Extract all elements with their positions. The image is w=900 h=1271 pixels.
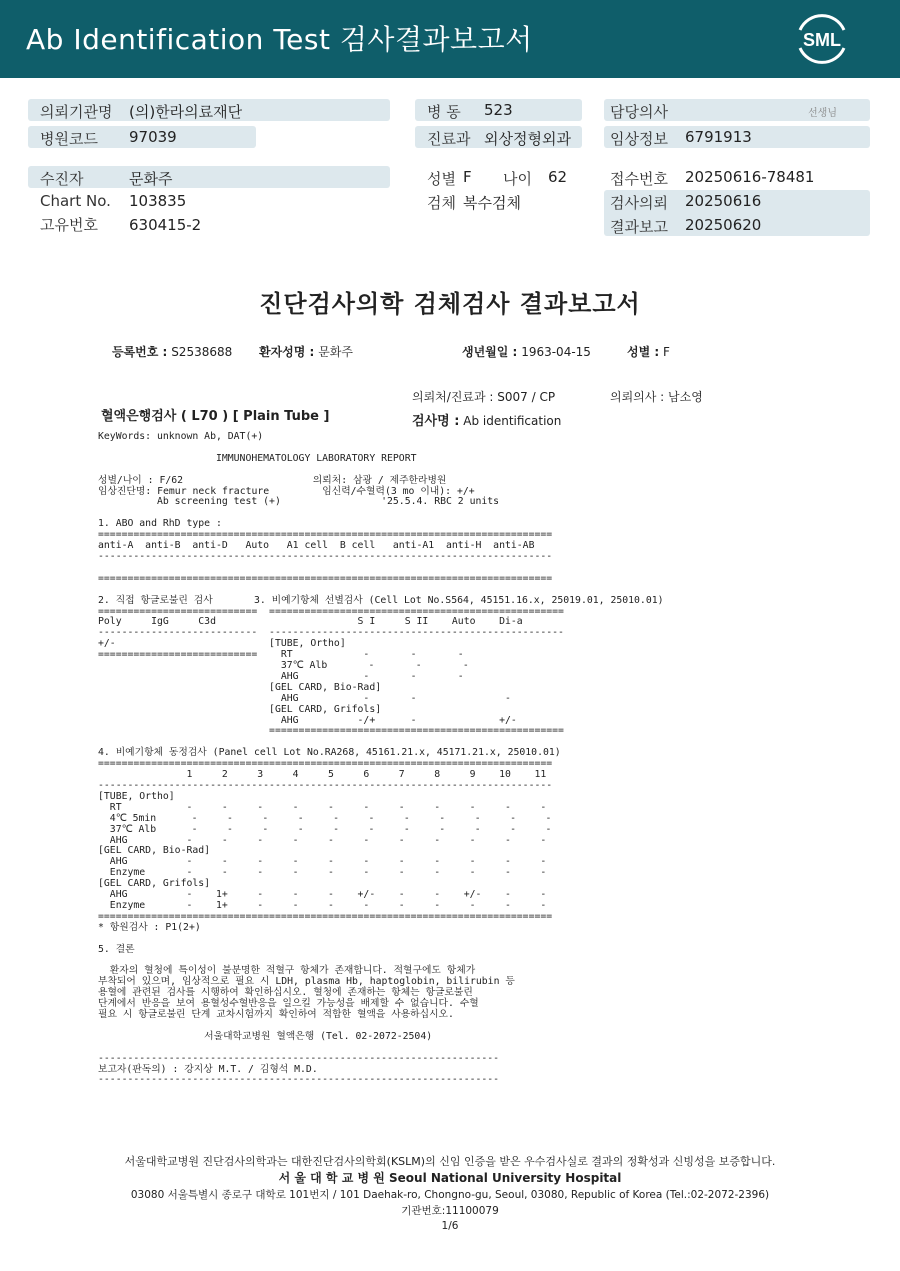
unique-value: 630415-2 bbox=[129, 216, 202, 234]
specimen-value: 복수검체 bbox=[463, 194, 521, 212]
age-label: 나이 bbox=[503, 170, 532, 188]
chart-value: 103835 bbox=[129, 192, 187, 210]
institution-label: 의뢰기관명 bbox=[40, 103, 113, 121]
registration-value: S2538688 bbox=[171, 345, 233, 359]
request-label: 검사의뢰 bbox=[610, 194, 668, 212]
clinical-value: 6791913 bbox=[685, 128, 752, 146]
page-number: 1/6 bbox=[441, 1220, 459, 1232]
ward-label: 병 동 bbox=[427, 103, 461, 121]
patient-value: 문화주 bbox=[129, 170, 173, 188]
document-title: 진단검사의학 검체검사 결과보고서 bbox=[259, 290, 641, 318]
institution-value: (의)한라의료재단 bbox=[129, 103, 243, 121]
receipt-label: 접수번호 bbox=[610, 170, 668, 188]
sex-label: 성별 bbox=[427, 170, 456, 188]
patient-sex-value: F bbox=[663, 345, 670, 359]
age-value: 62 bbox=[548, 168, 568, 186]
doctor-suffix: 선생님 bbox=[808, 108, 837, 119]
registration-number bbox=[112, 343, 232, 360]
request-value: 20250616 bbox=[685, 192, 762, 210]
birth-date-value: 1963-04-15 bbox=[521, 345, 591, 359]
exam-name-value: Ab identification bbox=[463, 414, 562, 428]
department-value: 외상정형외과 bbox=[484, 130, 571, 148]
header-title: Ab Identification Test 검사결과보고서 bbox=[26, 23, 533, 56]
footer-address: 03080 서울특별시 종로구 대학로 101번지 / 101 Daehak-ro, Chongno-gu, Seoul, 03080, Republic of Korea (Tel.:02-2072-2396) bbox=[130, 1189, 770, 1201]
patient-label: 수진자 bbox=[40, 170, 84, 188]
birth-date bbox=[462, 343, 591, 360]
patient-sex bbox=[627, 343, 670, 360]
result-value: 20250620 bbox=[685, 216, 762, 234]
footer-hospital-name: 서 울 대 학 교 병 원 Seoul National University Hospital bbox=[278, 1171, 622, 1185]
department-label: 진료과 bbox=[427, 130, 471, 148]
footer-certification: 서울대학교병원 진단검사의학과는 대한진단검사의학회(KSLM)의 신임 인증을 받은 우수검사실로 결과의 정확성과 신빙성을 보증합니다. bbox=[124, 1155, 776, 1168]
ward-value: 523 bbox=[484, 101, 513, 119]
sex-value: F bbox=[463, 168, 472, 186]
exam-title: 혈액은행검사 ( L70 ) [ Plain Tube ] bbox=[101, 409, 330, 424]
result-label: 결과보고 bbox=[610, 218, 668, 236]
clinical-label: 임상정보 bbox=[610, 130, 668, 148]
patient-name-label: 환자성명 : bbox=[259, 345, 315, 359]
registration-label: 등록번호 : bbox=[112, 345, 168, 359]
hospital-code-value: 97039 bbox=[129, 128, 177, 146]
doctor-label: 담당의사 bbox=[610, 103, 668, 121]
specimen-label: 검체 bbox=[427, 194, 456, 212]
exam-name bbox=[412, 410, 561, 429]
birth-date-label: 생년월일 : bbox=[462, 345, 518, 359]
unique-label: 고유번호 bbox=[40, 216, 98, 234]
department-line: 의뢰처/진료과 : S007 / CP bbox=[412, 390, 556, 404]
patient-sex-label: 성별 : bbox=[627, 345, 660, 359]
patient-name bbox=[259, 343, 353, 360]
hospital-code-label: 병원코드 bbox=[40, 130, 98, 148]
report-header bbox=[0, 0, 900, 78]
lab-report-body: KeyWords: unknown Ab, DAT(+) IMMUNOHEMATOLOGY LABORATORY REPORT 성별/나이 : F/62 의뢰처: 삼광 / 제주한라병원 임상진단명: Femur neck fracture 임신력/수혈력(3 mo 이내): +/+ Ab screening test (+) '25.5.4. RBC 2 units 1. ABO and RhD type : ============================================================================= anti-A anti-B anti-D Auto A1 cell B cell anti-A1 anti-H anti-AB ----------------------------------------------------------------------------- ============================================================================= 2. 직접 항글로불린 검사 3. 비예기항체 선별검사 (Cell Lot No.S564, 45151.16.x, 25019.01, 25010.01) =========================== ================================================== Poly IgG C3d S I S II Auto Di-a --------------------------- -------------------------------------------------- +/- [TUBE, Ortho] =========================== RT - - - 37℃ Alb - - - AHG - - - [GEL CARD, Bio-Rad] AHG - - - [GEL CARD, Grifols] AHG -/+ - +/- ================================================== 4. 비예기항체 동정검사 (Panel cell Lot No.RA268, 45161.21.x, 45171.21.x, 25010.01) ============================================================================= 1 2 3 4 5 6 7 8 9 10 11 ----------------------------------------------------------------------------- [TUBE, Ortho] RT - - - - - - - - - - - 4℃ 5min - - - - - - - - - - - 37℃ Alb - - - - - - - - - - - AHG - - - - - - - - - - - [GEL CARD, Bio-Rad] AHG - - - - - - - - - - - Enzyme - - - - - - - - - - - [GEL CARD, Grifols] AHG - 1+ - - - +/- - - +/- - - Enzyme - 1+ - - - - - - - - - ============================================================================= * 항원검사 : P1(2+) 5. 결론 환자의 혈청에 특이성이 불분명한 적혈구 항체가 존재합니다. 적혈구에도 항체가 부착되어 있으며, 임상적으로 필요 시 LDH, plasma Hb, haptoglobin, bilirubin 등 용혈에 관련된 검사를 시행하여 확인하십시오. 혈청에 존재하는 항체는 항글로불린 단계에서 반응을 보여 용혈성수혈반응을 일으킬 가능성을 배제할 수 없습니다. 수혈 필요 시 항글로불린 단계 교차시험까지 확인하여 적합한 혈액을 사용하십시오. 서울대학교병원 혈액은행 (Tel. 02-2072-2504) -------------------------------------------------------------------- 보고자(판독의) : 강지상 M.T. / 김형석 M.D. -------------------------------------------------------------------- bbox=[98, 431, 664, 1086]
footer-institution-number: 기관번호:11100079 bbox=[401, 1205, 499, 1217]
sml-logo bbox=[790, 10, 854, 68]
patient-name-value: 문화주 bbox=[318, 345, 353, 359]
exam-name-label: 검사명 : bbox=[412, 414, 460, 429]
requesting-doctor: 의뢰의사 : 남소영 bbox=[610, 390, 703, 404]
receipt-value: 20250616-78481 bbox=[685, 168, 815, 186]
chart-label: Chart No. bbox=[40, 192, 111, 210]
logo-text: SML bbox=[803, 30, 841, 50]
